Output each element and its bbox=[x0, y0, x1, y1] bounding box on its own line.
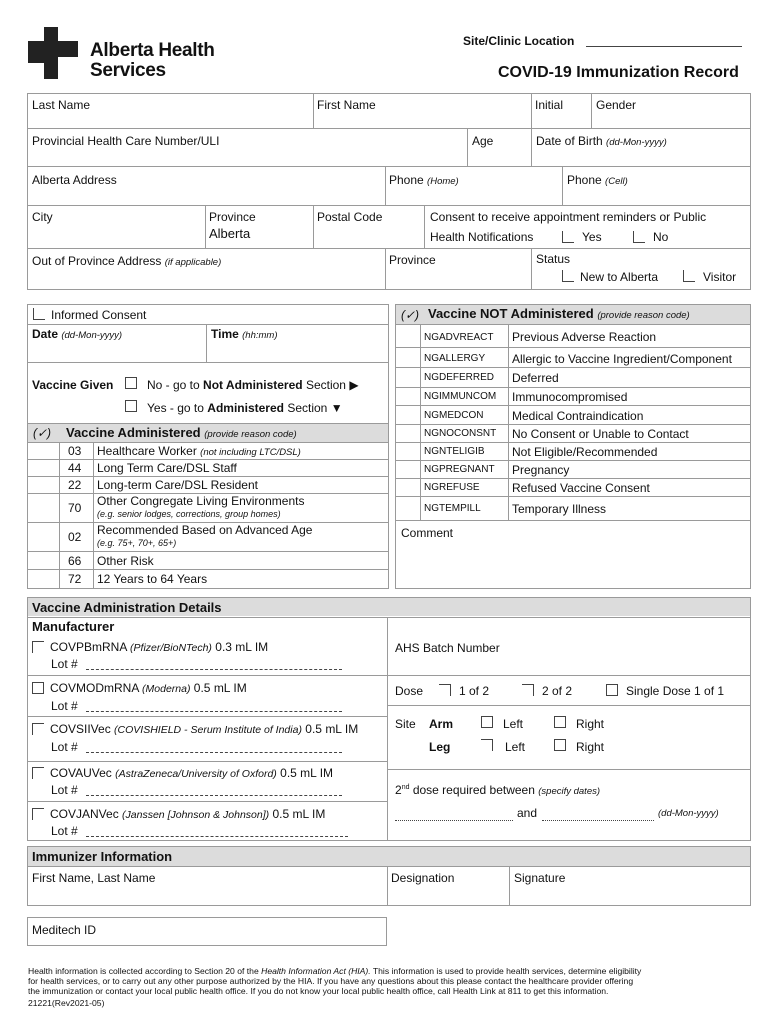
phone-home-sub: (Home) bbox=[427, 176, 459, 187]
vna-code: NGNOCONSNT bbox=[424, 428, 497, 439]
phone-cell-label: Phone bbox=[567, 173, 602, 187]
lot-field[interactable] bbox=[86, 752, 342, 753]
arm-right-label: Right bbox=[576, 717, 605, 731]
oop-address-sub: (if applicable) bbox=[164, 257, 222, 268]
lot-field[interactable] bbox=[86, 836, 348, 837]
immunizer-title: Immunizer Information bbox=[32, 849, 173, 864]
lot-field[interactable] bbox=[86, 711, 342, 712]
consent-date-format: (dd-Mon-yyyy) bbox=[61, 330, 123, 341]
consent-no-label: No bbox=[653, 230, 669, 244]
arm-label: Arm bbox=[429, 717, 454, 731]
oop-address-label: Out of Province Address bbox=[32, 254, 162, 268]
arm-left-checkbox[interactable] bbox=[481, 716, 493, 728]
va-code: 44 bbox=[68, 461, 82, 475]
admin-details-title: Vaccine Administration Details bbox=[32, 600, 222, 615]
org-name-line2: Services bbox=[90, 60, 166, 81]
immunizer-name-field[interactable]: First Name, Last Name bbox=[32, 871, 156, 885]
lot-field[interactable] bbox=[86, 669, 342, 670]
product-checkbox[interactable] bbox=[32, 641, 44, 653]
arm-right-checkbox[interactable] bbox=[554, 716, 566, 728]
dose-label: Dose bbox=[395, 684, 424, 698]
va-label: Other Congregate Living Environments bbox=[97, 494, 305, 508]
vaccine-given-yes-text: Yes - go to Administered Section ▼ bbox=[147, 401, 343, 415]
product-label: COVJANVec (Janssen [Johnson & Johnson]) 0.5 mL IM bbox=[50, 807, 326, 821]
lot-label: Lot # bbox=[51, 657, 78, 671]
form-number: 21221(Rev2021-05) bbox=[28, 998, 105, 1008]
va-title: Vaccine Administered (provide reason code) bbox=[66, 425, 297, 440]
va-label: Other Risk bbox=[97, 554, 154, 568]
va-note: (e.g. 75+, 70+, 65+) bbox=[97, 538, 177, 548]
second-dose-label: 2nd dose required between (specify dates) bbox=[395, 783, 601, 797]
consent-date-field[interactable] bbox=[32, 327, 122, 341]
vna-code: NGDEFERRED bbox=[424, 372, 495, 383]
vna-code: NGREFUSE bbox=[424, 482, 480, 493]
dose-1-of-2-checkbox[interactable] bbox=[439, 684, 451, 696]
product-label: COVAUVec (AstraZeneca/University of Oxford) 0.5 mL IM bbox=[50, 766, 334, 780]
status-label: Status bbox=[536, 252, 571, 266]
vna-label: No Consent or Unable to Contact bbox=[512, 427, 689, 441]
leg-left-checkbox[interactable] bbox=[481, 739, 493, 751]
vna-code: NGALLERGY bbox=[424, 353, 486, 364]
leg-label: Leg bbox=[429, 740, 451, 754]
product-label: COVSIIVec (COVISHIELD - Serum Institute of India) 0.5 mL IM bbox=[50, 722, 359, 736]
vna-code: NGADVREACT bbox=[424, 332, 494, 343]
vna-code: NGPREGNANT bbox=[424, 464, 495, 475]
meditech-id-label: Meditech ID bbox=[32, 923, 97, 937]
vaccine-given-no-text: No - go to Not Administered Section ▶ bbox=[147, 378, 359, 392]
footer-privacy-line2: for health services, or to carry out any other purpose authorized by the HIA. If you have any questions about this please contact the healthcare provider offering bbox=[28, 976, 634, 986]
va-label: Healthcare Worker (not including LTC/DSL) bbox=[97, 444, 301, 458]
ahs-logo-mark-icon bbox=[28, 27, 80, 81]
arrow-right-icon: ▶ bbox=[349, 378, 359, 392]
leg-right-checkbox[interactable] bbox=[554, 739, 566, 751]
dose-1-of-2-label: 1 of 2 bbox=[459, 684, 490, 698]
arrow-down-icon: ▼ bbox=[330, 401, 343, 415]
dob-label: Date of Birth bbox=[536, 134, 603, 148]
product-checkbox[interactable] bbox=[32, 808, 44, 820]
vna-label: Deferred bbox=[512, 371, 559, 385]
province-label: Province bbox=[209, 210, 256, 224]
first-name-field[interactable]: First Name bbox=[317, 98, 376, 112]
product-label: COVPBmRNA (Pfizer/BioNTech) 0.3 mL IM bbox=[50, 640, 269, 654]
vna-label: Temporary Illness bbox=[512, 502, 607, 516]
consent-time-format: (hh:mm) bbox=[242, 330, 278, 341]
consent-time-field[interactable] bbox=[211, 327, 278, 341]
consent-notifications-label: Consent to receive appointment reminders or Public bbox=[430, 210, 707, 224]
single-dose-checkbox[interactable] bbox=[606, 684, 618, 696]
leg-right-label: Right bbox=[576, 740, 605, 754]
vna-code: NGIMMUNCOM bbox=[424, 391, 497, 402]
second-dose-start-date[interactable] bbox=[395, 820, 513, 821]
lot-field[interactable] bbox=[86, 795, 342, 796]
lot-label: Lot # bbox=[51, 699, 78, 713]
lot-label: Lot # bbox=[51, 783, 78, 797]
footer-privacy-line3: the immunization or contact your local public health office. If you do not know your local public health office, call Health Link at 811 to get this information. bbox=[28, 986, 609, 996]
second-dose-date-format: (dd-Mon-yyyy) bbox=[658, 808, 719, 819]
vna-check-marker: (✓) bbox=[401, 308, 420, 322]
dob-format: (dd-Mon-yyyy) bbox=[606, 137, 667, 148]
product-checkbox[interactable] bbox=[32, 682, 44, 694]
age-field[interactable]: Age bbox=[472, 134, 494, 148]
manufacturer-label: Manufacturer bbox=[32, 619, 115, 634]
admin-details-panel bbox=[27, 597, 751, 841]
new-to-alberta-checkbox[interactable] bbox=[562, 270, 574, 282]
gender-field[interactable]: Gender bbox=[596, 98, 637, 112]
lot-label: Lot # bbox=[51, 824, 78, 838]
va-label: Long Term Care/DSL Staff bbox=[97, 461, 237, 475]
arm-left-label: Left bbox=[503, 717, 524, 731]
site-label: Site bbox=[395, 717, 416, 731]
oop-province-field[interactable]: Province bbox=[389, 253, 436, 267]
org-name-line1: Alberta Health bbox=[90, 40, 215, 61]
form-title: COVID-19 Immunization Record bbox=[498, 64, 739, 81]
site-clinic-label: Site/Clinic Location bbox=[463, 34, 575, 48]
vaccine-given-label: Vaccine Given bbox=[32, 378, 114, 392]
va-check-marker: (✓) bbox=[33, 426, 52, 440]
dob-field[interactable] bbox=[536, 134, 667, 148]
vna-label: Immunocompromised bbox=[512, 390, 628, 404]
ahs-logo bbox=[28, 27, 80, 81]
va-label: 12 Years to 64 Years bbox=[97, 572, 208, 586]
vna-code: NGTEMPILL bbox=[424, 503, 481, 514]
dose-2-of-2-label: 2 of 2 bbox=[542, 684, 573, 698]
phone-cell-field[interactable] bbox=[567, 173, 628, 187]
footer-privacy-line1: Health information is collected according to Section 20 of the Health Information Act (HIA). This information is used to provide health services, determine eligibility bbox=[28, 966, 642, 976]
consent-yes-checkbox[interactable] bbox=[562, 231, 574, 243]
vna-label: Not Eligible/Recommended bbox=[512, 445, 658, 459]
comment-field[interactable]: Comment bbox=[401, 526, 454, 540]
va-code: 03 bbox=[68, 444, 82, 458]
designation-field[interactable]: Designation bbox=[391, 871, 455, 885]
consent-yes-label: Yes bbox=[582, 230, 602, 244]
vna-label: Refused Vaccine Consent bbox=[512, 481, 650, 495]
product-checkbox[interactable] bbox=[32, 767, 44, 779]
visitor-checkbox[interactable] bbox=[683, 270, 695, 282]
single-dose-label: Single Dose 1 of 1 bbox=[626, 684, 725, 698]
vna-code: NGNTELIGIB bbox=[424, 446, 485, 457]
consent-no-checkbox[interactable] bbox=[633, 231, 645, 243]
vna-label: Previous Adverse Reaction bbox=[512, 330, 657, 344]
va-code: 72 bbox=[68, 572, 82, 586]
leg-left-label: Left bbox=[505, 740, 526, 754]
informed-consent-label: Informed Consent bbox=[51, 308, 147, 322]
consent-date-label: Date bbox=[32, 327, 59, 341]
site-clinic-field[interactable] bbox=[586, 46, 742, 47]
new-to-alberta-label: New to Alberta bbox=[580, 270, 659, 284]
phone-cell-sub: (Cell) bbox=[605, 176, 628, 187]
oop-address-field[interactable] bbox=[32, 254, 221, 268]
vna-title: Vaccine NOT Administered (provide reason code) bbox=[428, 306, 690, 321]
va-code: 70 bbox=[68, 501, 82, 515]
va-label: Long-term Care/DSL Resident bbox=[97, 478, 258, 492]
signature-field[interactable]: Signature bbox=[514, 871, 566, 885]
consent-notifications-label2: Health Notifications bbox=[430, 230, 534, 244]
visitor-label: Visitor bbox=[703, 270, 737, 284]
product-label: COVMODmRNA (Moderna) 0.5 mL IM bbox=[50, 681, 247, 695]
last-name-field[interactable]: Last Name bbox=[32, 98, 91, 112]
city-field[interactable]: City bbox=[32, 210, 53, 224]
vna-label: Pregnancy bbox=[512, 463, 570, 477]
consent-time-label: Time bbox=[211, 327, 239, 341]
informed-consent-checkbox[interactable] bbox=[33, 308, 45, 320]
vaccine-given-yes-checkbox[interactable] bbox=[125, 400, 137, 412]
vna-code: NGMEDCON bbox=[424, 410, 484, 421]
postal-code-field[interactable]: Postal Code bbox=[317, 210, 383, 224]
va-code: 66 bbox=[68, 554, 82, 568]
vna-label: Medical Contraindication bbox=[512, 409, 644, 423]
phone-home-field[interactable] bbox=[389, 173, 459, 187]
product-checkbox[interactable] bbox=[32, 723, 44, 735]
va-label: Recommended Based on Advanced Age bbox=[97, 523, 313, 537]
second-dose-end-date[interactable] bbox=[542, 820, 654, 821]
province-value: Alberta bbox=[209, 226, 251, 241]
phn-field[interactable]: Provincial Health Care Number/ULI bbox=[32, 134, 220, 148]
va-code: 22 bbox=[68, 478, 82, 492]
vaccine-given-no-checkbox[interactable] bbox=[125, 377, 137, 389]
and-label: and bbox=[517, 806, 538, 820]
alberta-address-field[interactable]: Alberta Address bbox=[32, 173, 117, 187]
va-code: 02 bbox=[68, 530, 82, 544]
vna-label: Allergic to Vaccine Ingredient/Component bbox=[512, 352, 732, 366]
ahs-batch-field[interactable]: AHS Batch Number bbox=[395, 641, 500, 655]
va-note: (e.g. senior lodges, corrections, group homes) bbox=[97, 509, 281, 519]
lot-label: Lot # bbox=[51, 740, 78, 754]
dose-2-of-2-checkbox[interactable] bbox=[522, 684, 534, 696]
phone-home-label: Phone bbox=[389, 173, 424, 187]
initial-field[interactable]: Initial bbox=[535, 98, 564, 112]
